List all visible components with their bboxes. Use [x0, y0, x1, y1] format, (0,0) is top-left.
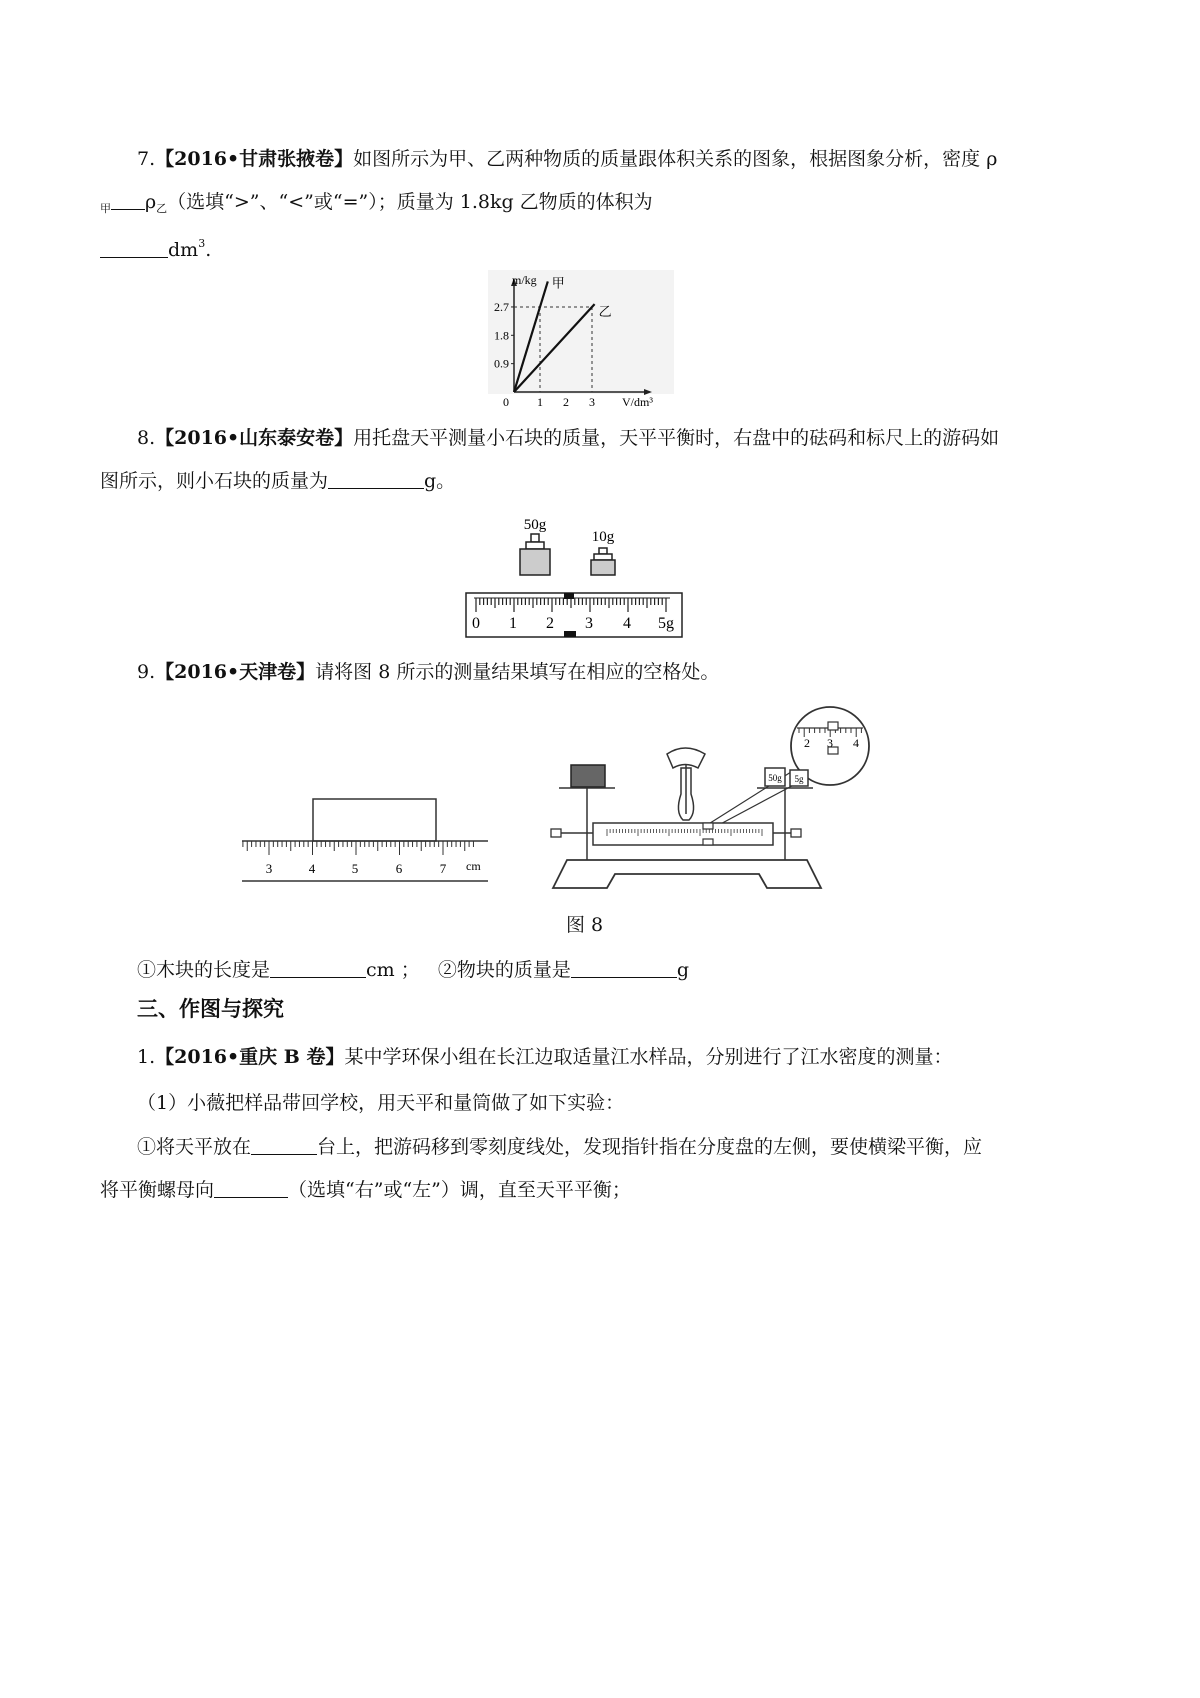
s3q1-step1-line2 [100, 1177, 631, 1203]
scale-label-5: 5g [658, 615, 674, 632]
y-tick-label: 2.7 [494, 299, 509, 314]
q9-answers [137, 957, 689, 983]
beam-rider [703, 823, 713, 829]
s3q1-step1-line1 [137, 1134, 982, 1160]
q7-rho: ρ [145, 191, 157, 213]
left-balance-nut [551, 829, 561, 837]
beam-rider-bottom [703, 839, 713, 845]
zoom-label-4: 4 [853, 736, 859, 750]
s3q1-number: 1. [137, 1046, 156, 1068]
q8-number: 8. [137, 427, 156, 449]
rider-top [564, 593, 574, 599]
section-heading: 三、作图与探究 [137, 997, 284, 1021]
s3q1-blank-surface [251, 1136, 317, 1155]
q7-unit-sup: 3 [198, 237, 206, 250]
q9-source: 【2016•天津卷】 [155, 661, 316, 683]
q9-answer2-unit: g [676, 959, 690, 981]
ruler-label-7: 7 [439, 861, 447, 876]
ruler-label-4: 4 [308, 861, 316, 876]
y-axis-label: m/kg [512, 273, 537, 287]
wooden-block [313, 799, 436, 841]
q8-line1 [137, 425, 999, 451]
q7-sub-jia: 甲 [100, 202, 111, 215]
q7-unit: dm [168, 239, 199, 261]
q7-text2: （选填“>”、“<”或“=”）；质量为 1.8kg 乙物质的体积为 [167, 191, 653, 213]
q9-number: 9. [137, 661, 156, 683]
ruler-unit: cm [466, 859, 481, 873]
weight-50g-neck [526, 542, 544, 549]
s3q1-step1b: 台上，把游码移到零刻度线处，发现指针指在分度盘的左侧，要使横梁平衡，应 [317, 1136, 983, 1158]
x-tick-label: 1 [537, 395, 543, 408]
zoom-rider-top [828, 722, 838, 730]
s3q1-source: 【2016•重庆 B 卷】 [155, 1046, 345, 1068]
ruler-label-3: 3 [265, 861, 273, 876]
scale-label-0: 0 [472, 615, 480, 632]
q8-unit: g。 [424, 470, 456, 492]
chart-background [488, 270, 674, 394]
series-label-jia: 甲 [551, 275, 565, 291]
s3q1-step1a: ①将天平放在 [137, 1136, 252, 1158]
q7-line1 [137, 146, 997, 172]
q7-line2 [100, 189, 653, 222]
ruler-ticks [243, 841, 474, 855]
right-balance-nut [791, 829, 801, 837]
s3q1-step1d: （选填“右”或“左”）调，直至天平平衡； [288, 1179, 631, 1201]
q9-answer1: ①木块的长度是 [137, 959, 271, 981]
scale-label-3: 3 [585, 615, 593, 632]
figure-8-caption: 图 8 [566, 914, 604, 936]
scale-label-4: 4 [623, 615, 631, 632]
ruler-label-6: 6 [395, 861, 403, 876]
weight-10g-neck [594, 554, 612, 560]
zoom-label-3: 3 [827, 736, 833, 750]
mass-volume-chart [478, 268, 678, 408]
q8-line2 [100, 468, 455, 494]
q7-number: 7. [137, 148, 156, 170]
s3q1-line1 [137, 1044, 952, 1070]
object-block [571, 765, 605, 787]
weight-10g-label: 10g [591, 529, 615, 545]
q9-line1 [137, 659, 719, 685]
q9-answer2: ②物块的质量是 [437, 959, 571, 981]
q7-line3 [100, 231, 211, 263]
balance-beam [593, 823, 773, 845]
q8-text2: 图所示，则小石块的质量为 [100, 470, 329, 492]
weight-10g-body [591, 560, 615, 575]
weight-50g-body [520, 549, 550, 575]
q8-source: 【2016•山东泰安卷】 [155, 427, 354, 449]
q9-text: 请将图 8 所示的测量结果填写在相应的空格处。 [315, 661, 720, 683]
q8-text1: 用托盘天平测量小石块的质量，天平平衡时，右盘中的砝码和标尺上的游码如 [353, 427, 1000, 449]
x-axis-label: V/dm³ [622, 395, 653, 408]
q7-source: 【2016•甘肃张掖卷】 [155, 148, 354, 170]
q7-blank-1 [111, 191, 145, 210]
series-label-yi: 乙 [598, 304, 612, 320]
balance-figure [545, 702, 885, 894]
s3q1-sub1: （1）小薇把样品带回学校，用天平和量筒做了如下实验： [137, 1092, 625, 1114]
weight-50g-label: 50g [523, 517, 547, 533]
s3q1-blank-direction [214, 1179, 288, 1198]
q8-blank [328, 470, 424, 489]
balance-weight-5g-label: 5g [794, 774, 804, 784]
scale-label-1: 1 [509, 615, 517, 632]
q7-unit-end: . [205, 239, 212, 261]
x-tick-label: 0 [503, 395, 509, 408]
balance-weight-50g-label: 50g [768, 773, 782, 783]
weight-10g-knob [599, 548, 607, 554]
s3q1-step1c: 将平衡螺母向 [100, 1179, 215, 1201]
q7-blank-2 [100, 239, 168, 258]
scale-label-2: 2 [546, 615, 554, 632]
q7-sub-yi: 乙 [156, 202, 168, 215]
weight-50g-knob [531, 534, 539, 542]
s3q1-text: 某中学环保小组在长江边取适量江水样品，分别进行了江水密度的测量： [344, 1046, 953, 1068]
x-tick-label: 2 [563, 395, 569, 408]
q9-blank-mass [571, 959, 677, 978]
q8-weights-scale-figure [460, 508, 690, 640]
balance-base [553, 860, 821, 888]
zoom-label-2: 2 [804, 736, 810, 750]
zoom-pointer-line-b [713, 780, 803, 828]
x-tick-label: 3 [589, 395, 595, 408]
y-tick-label: 0.9 [494, 356, 509, 371]
q9-answer1-unit: cm ； [366, 959, 420, 981]
rider-bottom [564, 631, 576, 637]
y-tick-label: 1.8 [494, 328, 509, 343]
ruler-label-5: 5 [351, 861, 359, 876]
q9-blank-length [270, 959, 366, 978]
q7-text1: 如图所示为甲、乙两种物质的质量跟体积关系的图象，根据图象分析，密度 ρ [353, 148, 998, 170]
ruler-block-figure [238, 795, 500, 887]
